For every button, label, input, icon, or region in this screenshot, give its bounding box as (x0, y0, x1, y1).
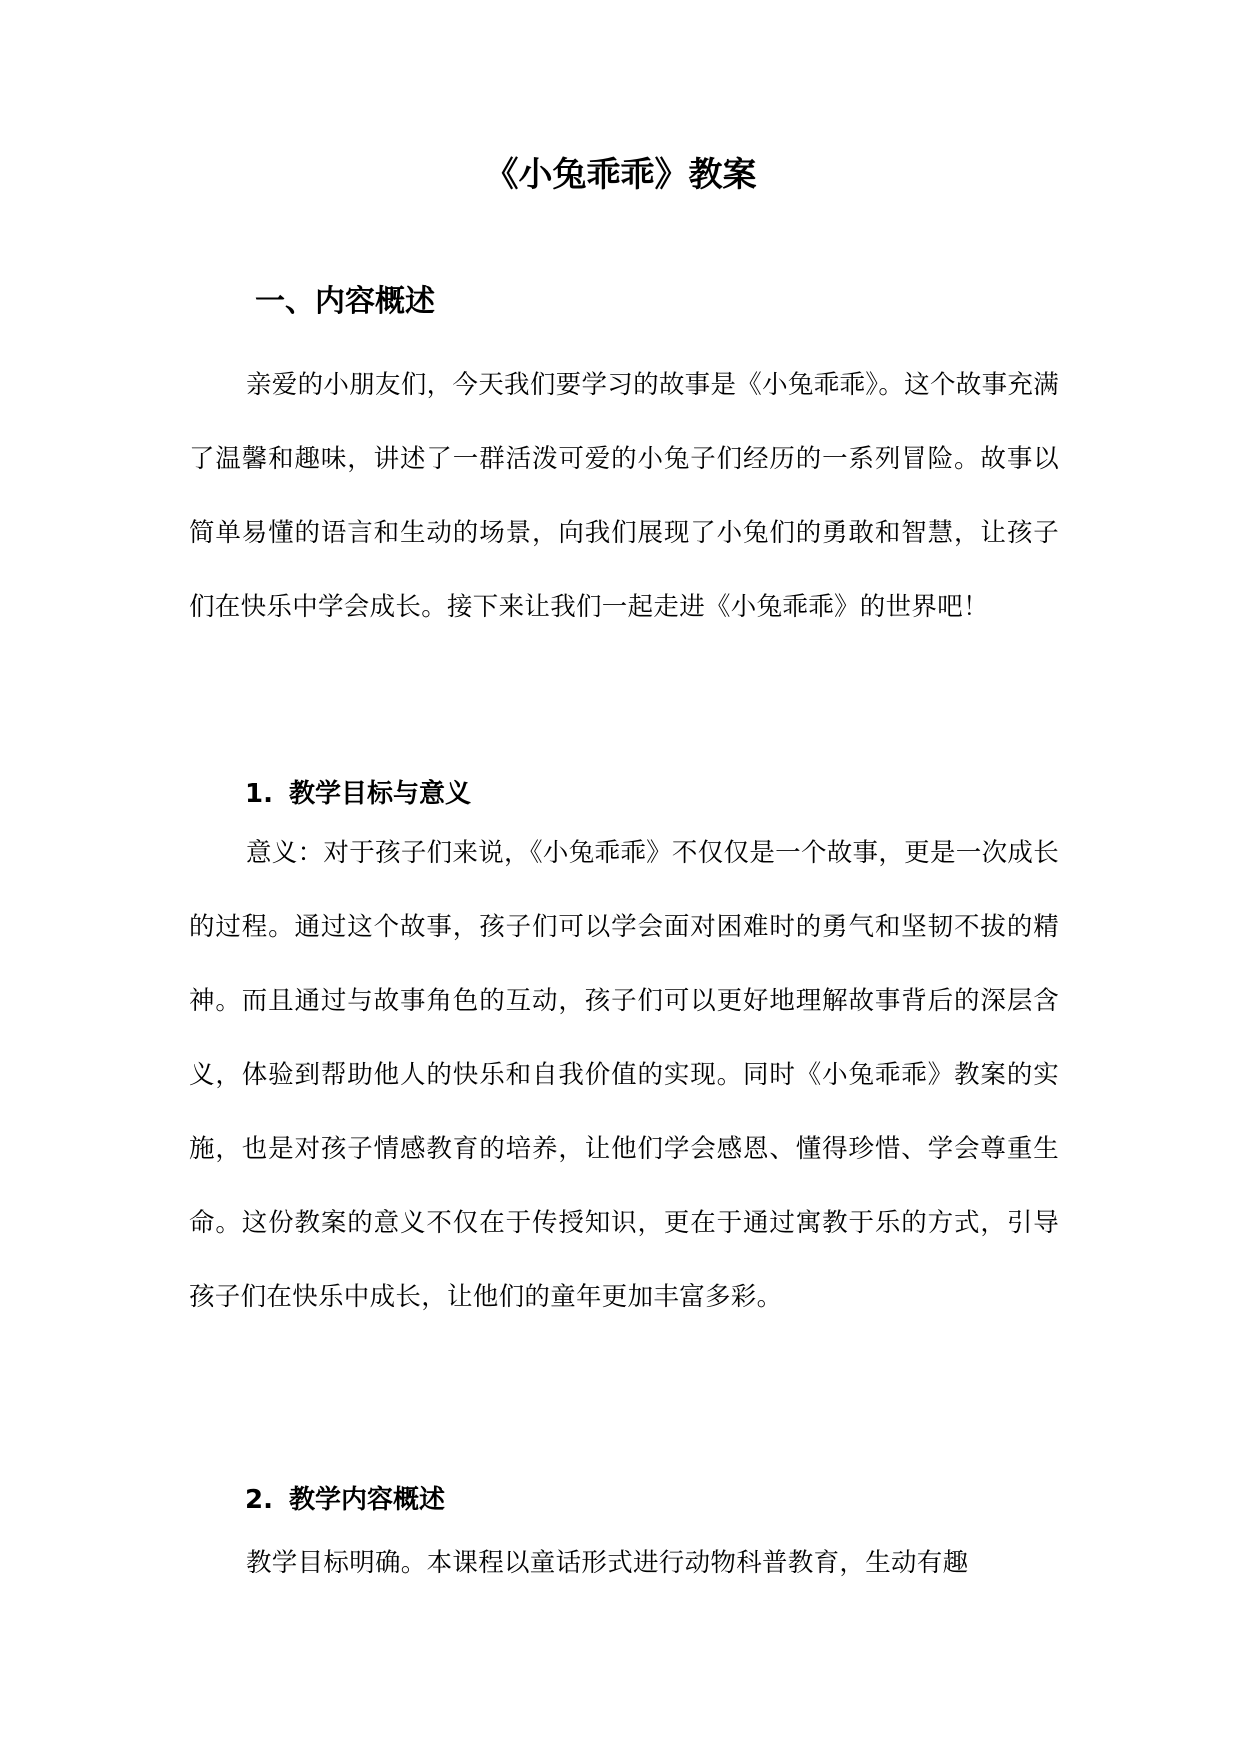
subsection-heading-goals (245, 774, 471, 814)
subsection-title: 教学内容概述 (289, 1485, 446, 1515)
subsection-title: 教学目标与意义 (289, 779, 472, 809)
subsection-number: 1. (245, 779, 273, 809)
content-paragraph: 教学目标明确。本课程以童话形式进行动物科普教育，生动有趣 (246, 1548, 969, 1578)
goals-paragraph: 意义：对于孩子们来说，《小兔乖乖》不仅仅是一个故事，更是一次成长的过程。通过这个故事，孩子们可以学会面对困难时的勇气和坚韧不拔的精神。而且通过与故事角色的互动，孩子们可以更好地理解故事背后的深层含义，体验到帮助他人的快乐和自我价值的实现。同时《小兔乖乖》教案的实施，也是对孩子情感教育的培养，让他们学会感恩、懂得珍惜、学会尊重生命。这份教案的意义不仅在于传授知识，更在于通过寓教于乐的方式，引导孩子们在快乐中成长，让他们的童年更加丰富多彩。 (189, 838, 1059, 1312)
document-title: 《小兔乖乖》教案 (484, 155, 757, 195)
subsection-heading-content (245, 1480, 445, 1520)
intro-paragraph: 亲爱的小朋友们，今天我们要学习的故事是《小兔乖乖》。这个故事充满了温馨和趣味，讲述了一群活泼可爱的小兔子们经历的一系列冒险。故事以简单易懂的语言和生动的场景，向我们展现了小兔们的勇敢和智慧，让孩子们在快乐中学会成长。接下来让我们一起走进《小兔乖乖》的世界吧！ (189, 370, 1059, 622)
section-heading-content-overview: 一、内容概述 (255, 284, 435, 319)
subsection-number: 2. (245, 1485, 273, 1515)
